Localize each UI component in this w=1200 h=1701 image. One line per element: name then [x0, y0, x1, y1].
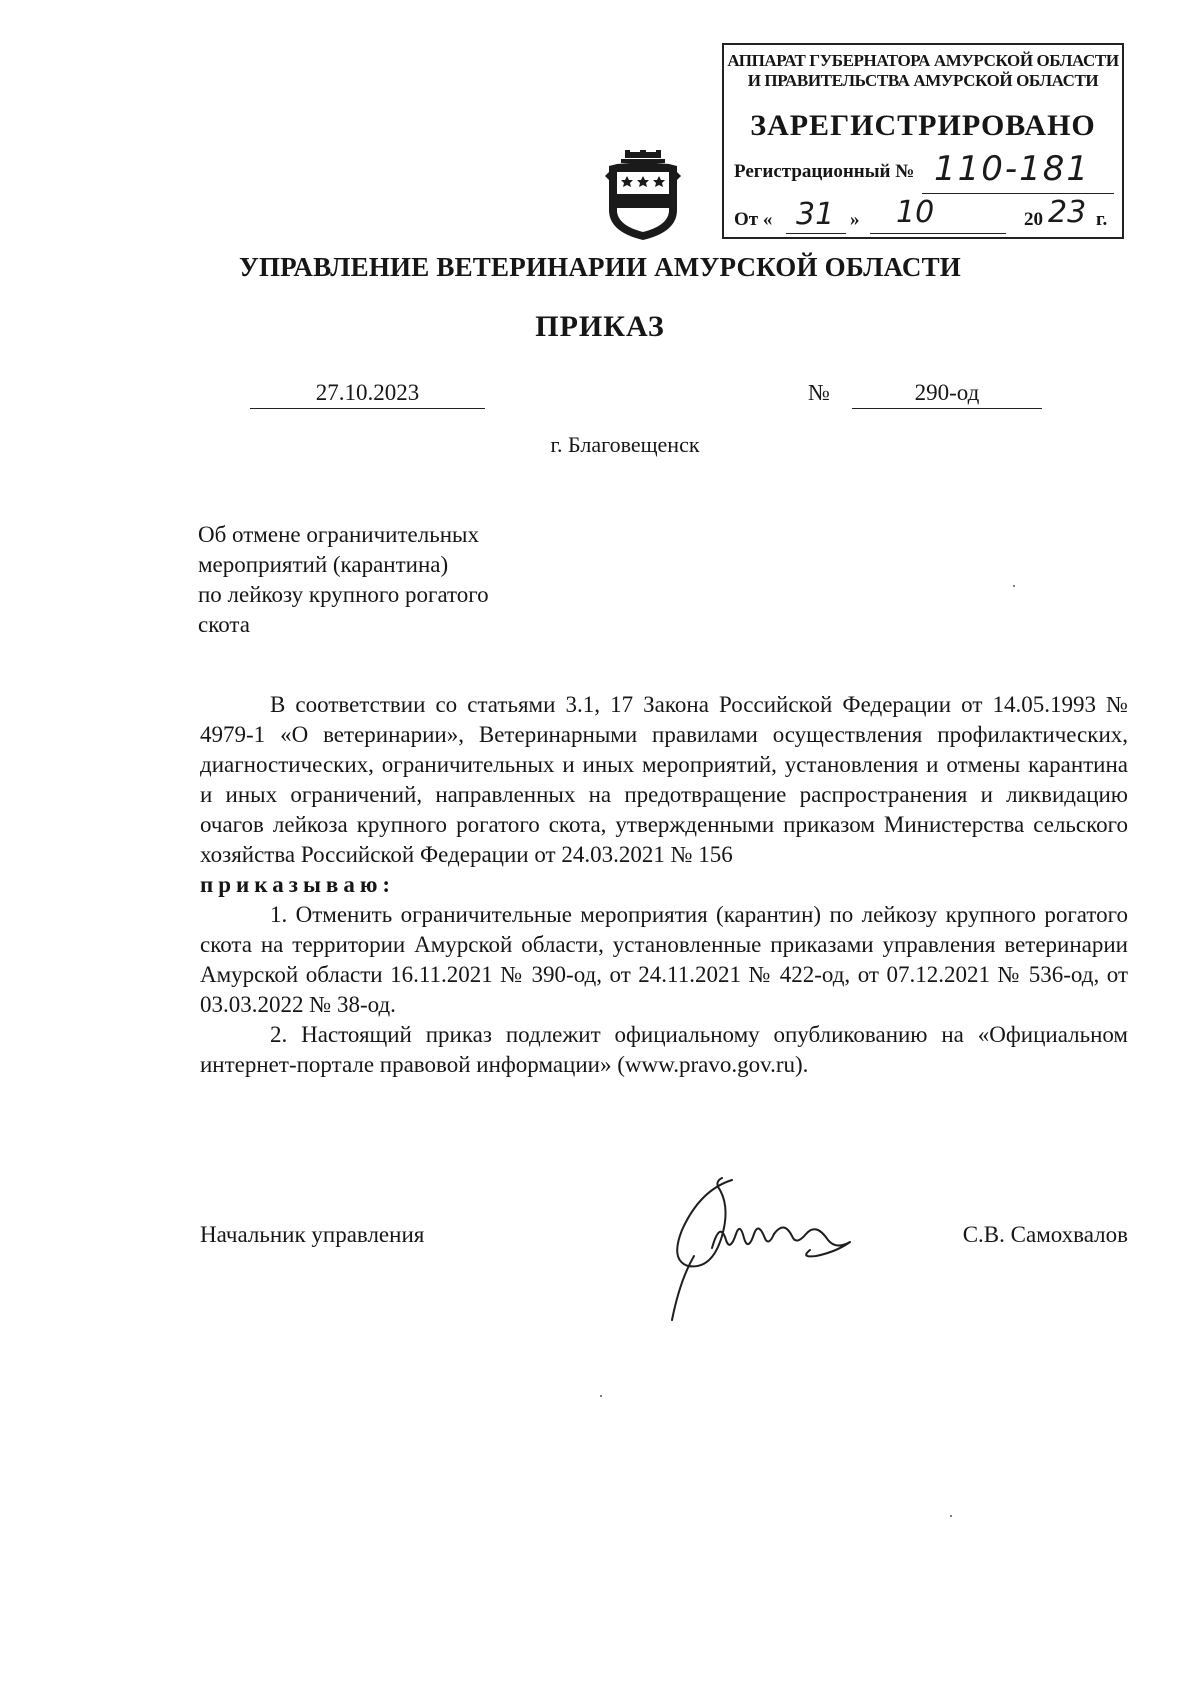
stamp-org-line-2: И ПРАВИТЕЛЬСТВА АМУРСКОЙ ОБЛАСТИ — [747, 71, 1099, 90]
registration-stamp — [722, 43, 1124, 239]
scan-speck — [600, 1395, 602, 1397]
coat-of-arms-emblem — [603, 150, 683, 242]
subject-line-2: мероприятий (карантина) — [198, 552, 449, 577]
subject-line-3: по лейкозу крупного рогатого — [198, 582, 489, 607]
stamp-month: 10 — [896, 195, 935, 230]
subject-line-4: скота — [198, 612, 250, 637]
handwritten-signature — [660, 1160, 870, 1330]
order-body — [200, 690, 1128, 1080]
stamp-organization — [724, 51, 1122, 91]
stamp-month-underline — [870, 233, 1006, 234]
decree-word: приказываю: — [200, 872, 396, 897]
subject-line-1: Об отмене ограничительных — [198, 522, 479, 547]
signer-name: С.В. Самохвалов — [962, 1222, 1128, 1247]
order-subject — [198, 520, 578, 640]
order-number-label: № — [808, 380, 830, 405]
stamp-reg-row — [734, 161, 914, 183]
stamp-reg-number-wrap — [934, 149, 1090, 189]
order-item-2: 2. Настоящий приказ подлежит официальному опубликованию на «Официальном интернет-портале правовой информации» (www.pravo.gov.ru). — [200, 1022, 1128, 1077]
signer-position: Начальник управления — [200, 1222, 425, 1247]
order-item-1: 1. Отменить ограничительные мероприятия (карантин) по лейкозу крупного рогатого скота на территории Амурской области, установленные приказами управления ветеринарии Амурской области 16.11.2021 № 390-од, от 24.11.2021 № 422-од, от 07.12.2021 № 536-од, от 03.03.2022 № 38-од. — [200, 902, 1128, 1017]
stamp-title: ЗАРЕГИСТРИРОВАНО — [750, 109, 1096, 142]
stamp-reg-underline — [922, 193, 1114, 194]
stamp-day-close: » — [850, 209, 860, 230]
stamp-reg-number: 110-181 — [934, 149, 1091, 189]
scan-speck — [1013, 585, 1015, 587]
stamp-reg-label: Регистрационный № — [734, 161, 915, 182]
city-line: г. Благовещенск — [550, 432, 700, 457]
document-type-heading: ПРИКАЗ — [535, 310, 665, 343]
stamp-month-wrap — [896, 195, 934, 230]
stamp-year-suffix-wrap — [1048, 195, 1086, 230]
scan-speck — [950, 1515, 952, 1517]
stamp-year-label: г. — [1096, 209, 1108, 230]
preamble-paragraph: В соответствии со статьями 3.1, 17 Закона Российской Федерации от 14.05.1993 № 4979-1 «О ветеринарии», Ветеринарными правилами осуществления профилактических, диагностических, ограничительных и иных мероприятий, установления и отмены карантина и иных ограничений, направленных на предотвращение распространения и ликвидацию очагов лейкоза крупного рогатого скота, утвержденными приказом Министерства сельского хозяйства Российской Федерации от 24.03.2021 № 156 — [200, 692, 1128, 867]
order-date: 27.10.2023 — [250, 380, 485, 409]
stamp-day-underline — [786, 233, 846, 234]
stamp-day-wrap — [796, 197, 834, 232]
stamp-org-line-1: АППАРАТ ГУБЕРНАТОРА АМУРСКОЙ ОБЛАСТИ — [727, 51, 1119, 70]
organization-name: УПРАВЛЕНИЕ ВЕТЕРИНАРИИ АМУРСКОЙ ОБЛАСТИ — [238, 252, 962, 282]
stamp-year-suffix: 23 — [1048, 195, 1087, 230]
stamp-year-prefix: 20 — [1024, 209, 1043, 230]
stamp-date-prefix: От « — [734, 209, 773, 230]
order-number: 290-од — [852, 380, 1042, 409]
stamp-day: 31 — [796, 197, 835, 232]
